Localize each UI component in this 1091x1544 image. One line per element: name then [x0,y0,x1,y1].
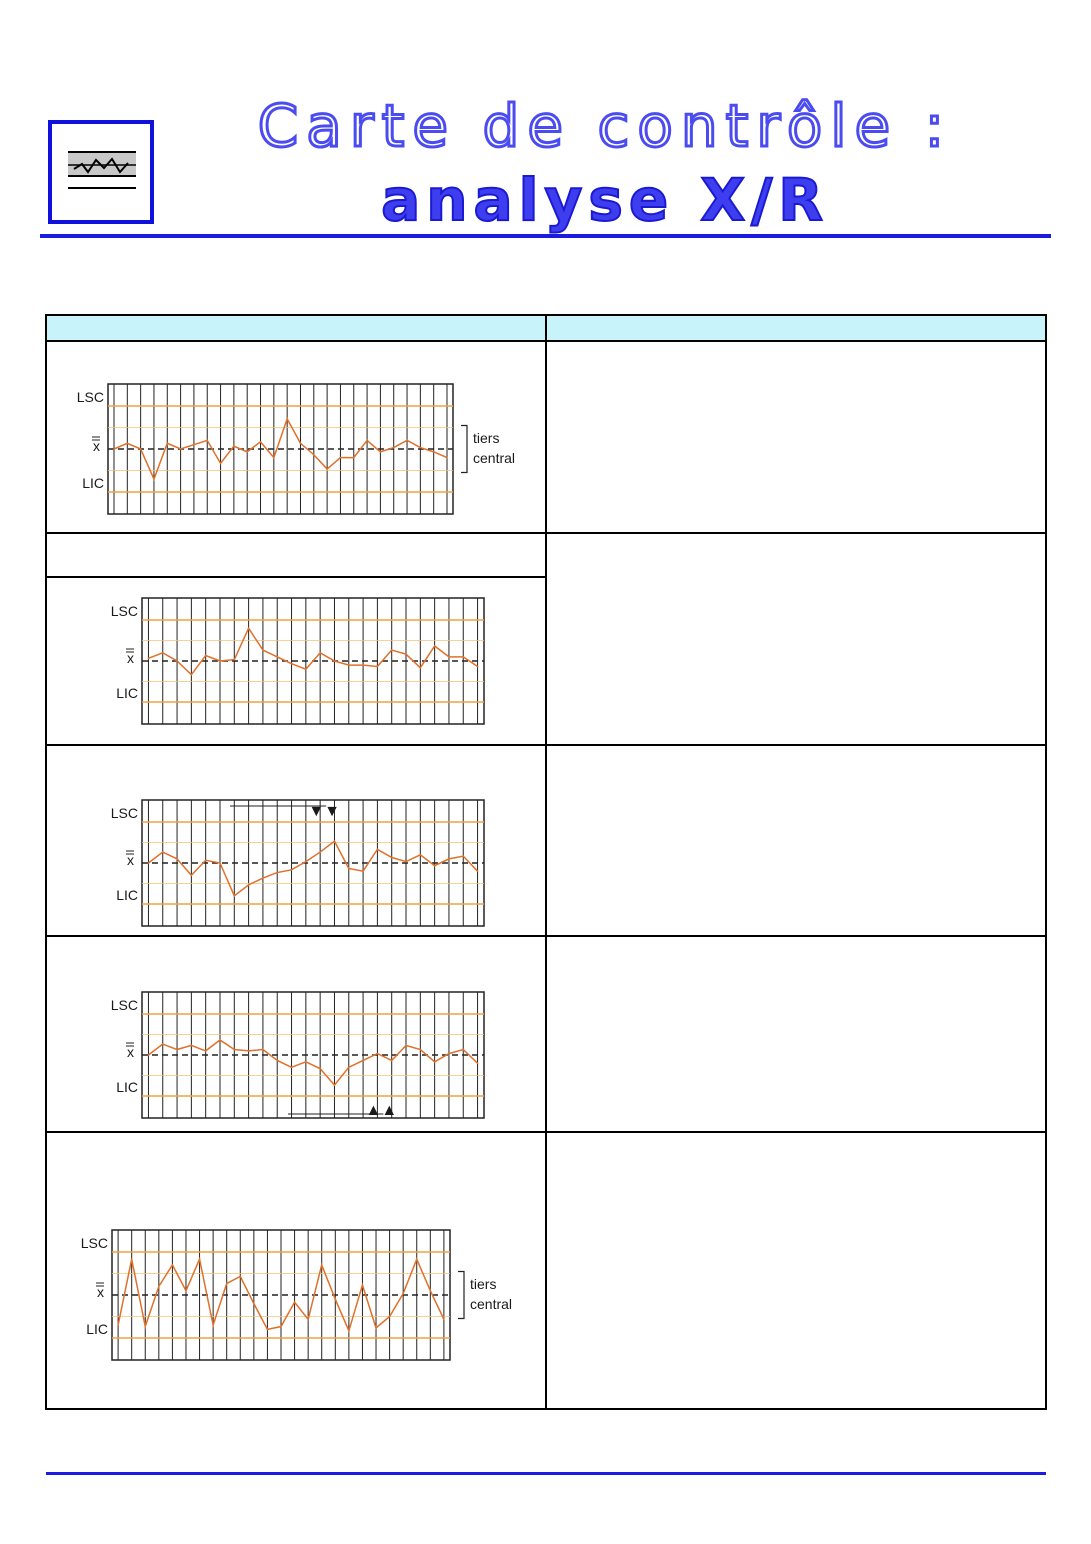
control-chart-5 [66,1218,536,1370]
label-lower-limit: LIC [116,1079,138,1095]
data-point [153,478,155,480]
label-center: x [127,852,134,868]
data-point [377,1053,379,1055]
label-center: x [97,1284,104,1300]
data-point [262,1049,264,1051]
data-point [389,1316,391,1318]
data-point [140,448,142,450]
data-point [434,865,436,867]
data-point [233,1049,235,1051]
data-point [353,457,355,459]
data-point [127,442,129,444]
data-point [253,1303,255,1305]
data-point [420,854,422,856]
data-point [416,1258,418,1260]
control-chart-4 [96,980,496,1124]
row-2-description [545,532,1047,746]
data-point [180,448,182,450]
data-point [477,870,479,872]
data-point [191,674,193,676]
data-point [430,1290,432,1292]
data-point [158,1286,160,1288]
label-center: x [93,438,100,454]
data-point [172,1264,174,1266]
control-chart-icon [52,124,150,220]
data-point [477,1062,479,1064]
data-point [239,1276,241,1278]
row-4-description [545,935,1047,1133]
data-point [380,451,382,453]
data-point [185,1290,187,1292]
label-lower-limit: LIC [86,1321,108,1337]
data-point [262,649,264,651]
data-point [348,1330,350,1332]
data-point [148,862,150,864]
data-point [191,875,193,877]
data-point [248,627,250,629]
row-1-description [545,340,1047,534]
data-point [206,440,208,442]
data-point [291,869,293,871]
data-point [219,1039,221,1041]
annotation-central: central [470,1296,513,1312]
data-point [334,1299,336,1301]
data-point [362,664,364,666]
data-point [291,1067,293,1069]
row-5-description [545,1131,1047,1410]
data-point [212,1324,214,1326]
data-point [448,858,450,860]
data-point [144,1326,146,1328]
data-point [391,649,393,651]
data-point [233,895,235,897]
data-point [391,857,393,859]
data-point [348,868,350,870]
header-rule [40,234,1051,238]
data-point [276,656,278,658]
data-point [286,418,288,420]
data-point [205,655,207,657]
label-upper-limit: LSC [110,997,138,1013]
data-point [262,877,264,879]
label-upper-limit: LSC [80,1235,108,1251]
logo [48,120,154,224]
data-point [462,656,464,658]
data-point [334,1084,336,1086]
data-point [305,1061,307,1063]
annotation-tiers: tiers [473,430,500,446]
data-point [420,667,422,669]
data-point [362,870,364,872]
data-point [462,855,464,857]
data-point [448,1053,450,1055]
annotation-tiers: tiers [470,1276,497,1292]
data-point [219,862,221,864]
data-point [148,657,150,659]
data-point [205,1050,207,1052]
data-point [448,656,450,658]
data-point [319,1068,321,1070]
data-point [405,653,407,655]
data-point [162,1043,164,1045]
label-lower-limit: LIC [82,475,104,491]
column-header-left [45,314,547,342]
data-point [406,440,408,442]
label-upper-limit: LSC [76,389,104,405]
data-point [117,1324,119,1326]
data-point [420,1049,422,1051]
annotation-central: central [473,450,516,466]
row-3-description [545,744,1047,937]
page-subtitle: analyse X/R [381,166,829,234]
data-point [319,652,321,654]
data-point [433,451,435,453]
label-lower-limit: LIC [116,685,138,701]
data-point [294,1301,296,1303]
control-chart-3 [96,788,496,932]
label-upper-limit: LSC [110,805,138,821]
data-point [166,442,168,444]
data-point [366,440,368,442]
column-header-right [545,314,1047,342]
data-point [405,861,407,863]
data-point [148,1054,150,1056]
data-point [319,851,321,853]
data-point [199,1258,201,1260]
data-point [291,663,293,665]
data-point [260,441,262,443]
data-point [176,858,178,860]
tiers-central-bracket [461,426,467,473]
row-2-label [45,532,547,578]
data-point [205,859,207,861]
data-point [219,660,221,662]
data-point [434,1061,436,1063]
data-point [348,1067,350,1069]
data-point [248,884,250,886]
data-point [131,1258,133,1260]
data-point [246,451,248,453]
data-point [420,447,422,449]
data-point [443,1319,445,1321]
data-point [377,666,379,668]
data-point [280,1326,282,1328]
data-point [313,454,315,456]
data-point [300,442,302,444]
label-center: x [127,650,134,666]
data-point [162,851,164,853]
trend-markers: ▲▲ [365,1102,398,1119]
data-point [176,660,178,662]
data-point [276,1060,278,1062]
data-point [391,1060,393,1062]
data-point [334,840,336,842]
control-chart-2 [96,586,496,730]
data-point [402,1293,404,1295]
data-point [220,463,222,465]
control-chart-1 [62,372,532,524]
data-point [334,660,336,662]
label-lower-limit: LIC [116,887,138,903]
data-point [248,1050,250,1052]
data-point [348,664,350,666]
data-point [477,666,479,668]
data-point [273,457,275,459]
data-point [226,1283,228,1285]
data-point [305,861,307,863]
trend-markers: ▼▼ [308,803,340,820]
data-point [362,1284,364,1286]
data-point [326,468,328,470]
data-point [233,445,235,447]
data-point [462,1049,464,1051]
data-point [405,1045,407,1047]
label-upper-limit: LSC [110,603,138,619]
data-point [305,668,307,670]
data-point [162,652,164,654]
data-point [340,457,342,459]
data-point [446,457,448,459]
data-point [393,447,395,449]
data-point [377,849,379,851]
data-point [434,645,436,647]
label-center: x [127,1044,134,1060]
data-point [362,1060,364,1062]
data-point [267,1329,269,1331]
data-point [191,1045,193,1047]
data-point [375,1327,377,1329]
footer-rule [46,1472,1046,1475]
data-point [233,659,235,661]
data-point [176,1049,178,1051]
tiers-central-bracket [458,1272,464,1319]
data-point [193,444,195,446]
data-point [276,872,278,874]
data-point [113,448,115,450]
data-point [307,1319,309,1321]
page-title: Carte de contrôle : [257,92,953,160]
data-point [321,1264,323,1266]
